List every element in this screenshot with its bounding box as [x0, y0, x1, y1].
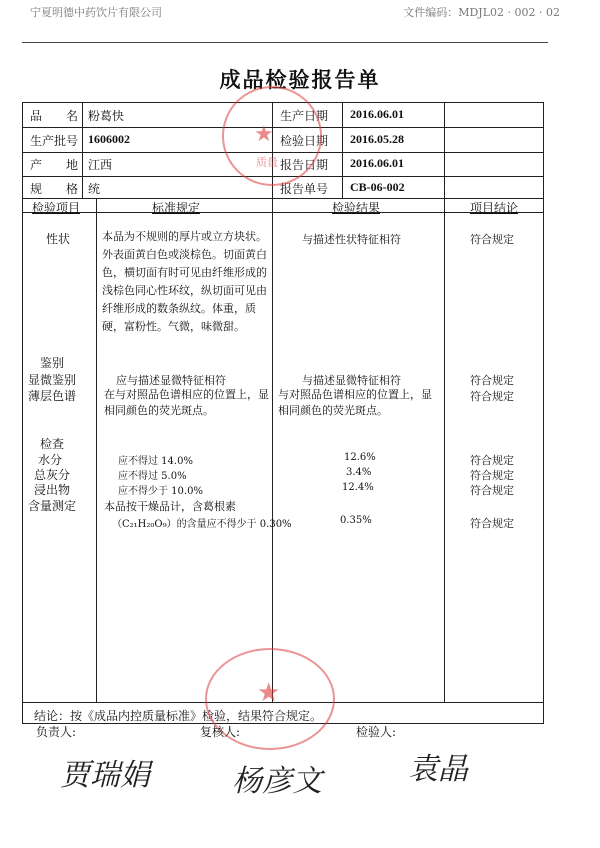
document-number: 文件编码：MDJL02 · 002 · 02 — [403, 6, 560, 19]
col-header-conclusion: 项目结论 — [470, 201, 519, 215]
prod-date-label: 生产日期 — [280, 109, 329, 123]
prod-date-value: 2016.06.01 — [350, 107, 404, 121]
micro-result: 与描述显微特征相符 — [302, 374, 401, 387]
spec-value: 统 — [88, 182, 101, 196]
batch-label: 生产批号 — [30, 134, 79, 148]
assay-result: 0.35% — [340, 515, 372, 526]
shape-standard: 本品为不规则的厚片或立方块状。外表面黄白色或淡棕色。切面黄白色，横切面有时可见由纤维形成的浅棕色同心性环纹，纵切面可见由纤维形成的数条纵纹。体重，质硬，富粉性。气微，味微甜。 — [102, 230, 267, 333]
report-date-value: 2016.06.01 — [350, 156, 404, 170]
inspector-signature: 袁晶 — [408, 752, 468, 787]
shape-conclusion: 符合规定 — [470, 233, 514, 246]
tlc-standard: 在与对照品色谱相应的位置上，显相同颜色的荧光斑点。 — [104, 388, 269, 417]
responsible-signature: 贾瑞娟 — [60, 758, 150, 793]
col-header-standard: 标准规定 — [152, 201, 201, 215]
reviewer-label: 复核人: — [200, 725, 241, 739]
test-date-label: 检验日期 — [280, 134, 329, 148]
assay-standard-line1: 本品按干燥品计，含葛根素 — [104, 500, 236, 513]
col-divider — [444, 198, 445, 702]
seal-top-sub: 质量 — [256, 156, 278, 169]
shape-result: 与描述性状特征相符 — [302, 233, 401, 246]
extract-result: 12.4% — [342, 482, 374, 493]
col-divider — [82, 102, 83, 198]
col-divider — [342, 102, 343, 198]
tlc-conclusion: 符合规定 — [470, 390, 514, 403]
report-date-label: 报告日期 — [280, 158, 329, 172]
water-item: 水分 — [38, 453, 63, 467]
reviewer-signature: 杨彦文 — [232, 764, 322, 799]
col-header-item: 检验项目 — [32, 201, 81, 215]
ash-result: 3.4% — [346, 467, 372, 478]
row-divider — [22, 198, 544, 199]
water-result: 12.6% — [344, 452, 376, 463]
extract-item: 浸出物 — [34, 483, 71, 497]
report-no-label: 报告单号 — [280, 182, 329, 196]
ash-standard: 应不得过 5.0% — [118, 471, 187, 482]
page-title: 成品检验报告单 — [219, 67, 381, 92]
assay-standard-line2: （C₂₁H₂₀O₉）的含量应不得少于 0.30% — [112, 519, 292, 530]
inspector-label: 检验人: — [356, 725, 397, 739]
shape-item: 性状 — [46, 232, 71, 246]
water-conclusion: 符合规定 — [470, 454, 514, 467]
micro-conclusion: 符合规定 — [470, 374, 514, 387]
col-divider — [444, 102, 445, 198]
check-group: 检查 — [40, 437, 65, 451]
tlc-result: 与对照品色谱相应的位置上，显相同颜色的荧光斑点。 — [278, 388, 432, 417]
assay-item: 含量测定 — [28, 499, 77, 513]
origin-label: 产 地 — [30, 158, 79, 172]
assay-conclusion: 符合规定 — [470, 517, 514, 530]
header-rule — [22, 42, 548, 43]
identify-group: 鉴别 — [40, 356, 65, 370]
water-standard: 应不得过 14.0% — [118, 456, 193, 467]
extract-standard: 应不得少于 10.0% — [118, 486, 203, 497]
batch-value: 1606002 — [88, 132, 130, 146]
origin-value: 江西 — [88, 158, 113, 172]
quality-seal-top — [222, 86, 322, 186]
row-divider — [22, 212, 544, 213]
ash-item: 总灰分 — [34, 468, 71, 482]
micro-standard: 应与描述显微特征相符 — [116, 374, 226, 387]
company-name: 宁夏明德中药饮片有限公司 — [30, 6, 162, 19]
spec-label: 规 格 — [30, 182, 79, 196]
conclusion-text: 结论：按《成品内控质量标准》检验，结果符合规定。 — [34, 709, 323, 723]
col-divider — [96, 198, 97, 702]
ash-conclusion: 符合规定 — [470, 469, 514, 482]
col-divider — [272, 198, 273, 702]
seal-star-icon: ★ — [257, 678, 281, 708]
seal-star-icon: ★ — [254, 122, 274, 147]
report-no-value: CB-06-002 — [350, 180, 405, 194]
responsible-label: 负责人: — [36, 725, 77, 739]
test-date-value: 2016.05.28 — [350, 132, 404, 146]
extract-conclusion: 符合规定 — [470, 484, 514, 497]
col-header-result: 检验结果 — [332, 201, 381, 215]
product-value: 粉葛快 — [88, 109, 125, 123]
product-label: 品 名 — [30, 109, 79, 123]
micro-item: 显微鉴别 — [28, 373, 77, 387]
tlc-item: 薄层色谱 — [28, 389, 77, 403]
